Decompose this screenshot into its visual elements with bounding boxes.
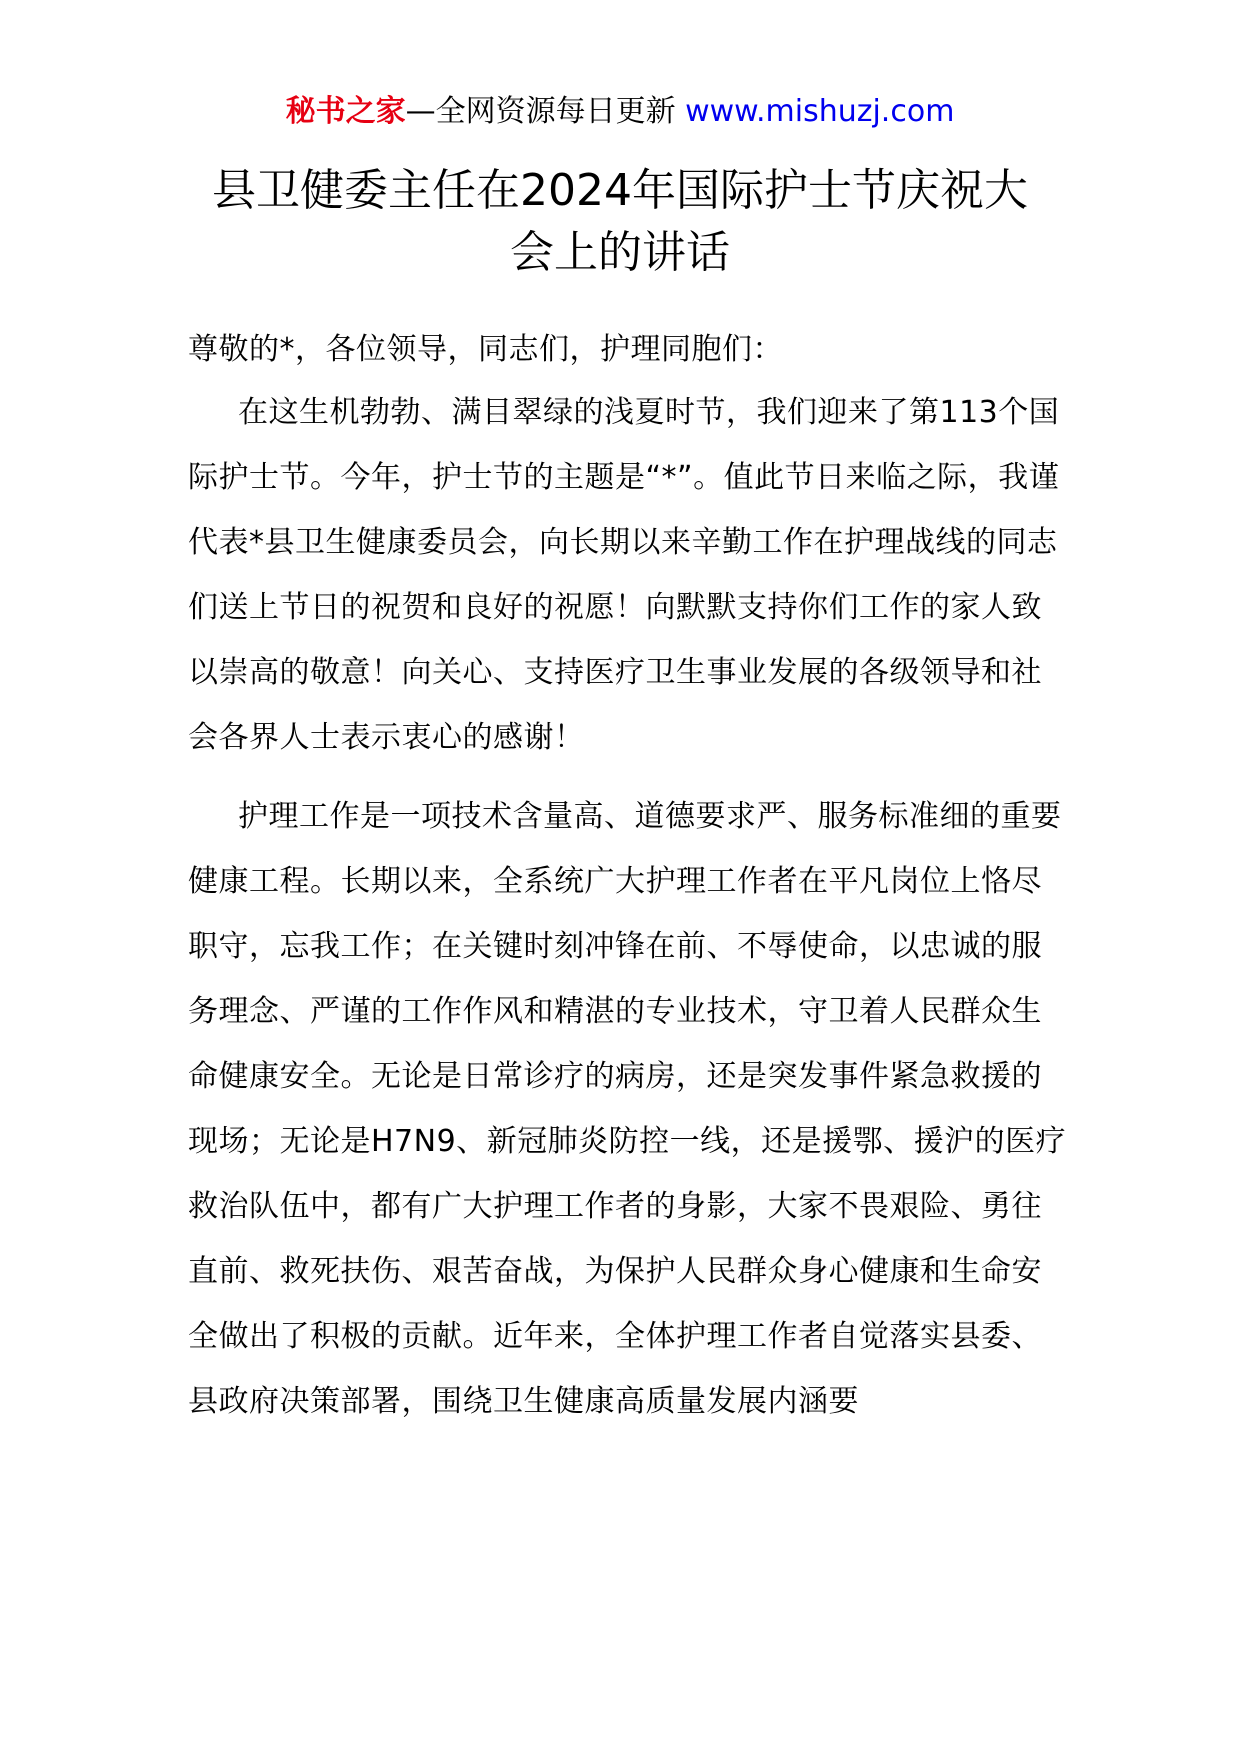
- site-tagline: —全网资源每日更新: [405, 94, 676, 129]
- title-line-2: 会上的讲话: [510, 227, 730, 278]
- document-body: [188, 320, 1068, 1434]
- salutation: 尊敬的*，各位领导，同志们，护理同胞们：: [188, 332, 783, 367]
- title-line-1: 县卫健委主任在2024年国际护士节庆祝大: [212, 165, 1028, 216]
- site-url-link[interactable]: www.mishuzj.com: [675, 94, 955, 129]
- brand-name: 秘书之家: [285, 94, 406, 129]
- document-title: [150, 160, 1090, 284]
- paragraph-1: 在这生机勃勃、满目翠绿的浅夏时节，我们迎来了第113个国际护士节。今年，护士节的主题是“*”。值此节日来临之际，我谨代表*县卫生健康委员会，向长期以来辛勤工作在护理战线的同志们送上节日的祝贺和良好的祝愿！向默默支持你们工作的家人致以崇高的敬意！向关心、支持医疗卫生事业发展的各级领导和社会各界人士表示衷心的感谢！: [188, 395, 1060, 755]
- site-header: [0, 92, 1240, 132]
- paragraph-2: 护理工作是一项技术含量高、道德要求严、服务标准细的重要健康工程。长期以来，全系统广大护理工作者在平凡岗位上恪尽职守，忘我工作；在关键时刻冲锋在前、不辱使命，以忠诚的服务理念、严谨的工作作风和精湛的专业技术，守卫着人民群众生命健康安全。无论是日常诊疗的病房，还是突发事件紧急救援的现场；无论是H7N9、新冠肺炎防控一线，还是援鄂、援沪的医疗救治队伍中，都有广大护理工作者的身影，大家不畏艰险、勇往直前、救死扶伤、艰苦奋战，为保护人民群众身心健康和生命安全做出了积极的贡献。近年来，全体护理工作者自觉落实县委、县政府决策部署，围绕卫生健康高质量发展内涵要: [188, 799, 1067, 1419]
